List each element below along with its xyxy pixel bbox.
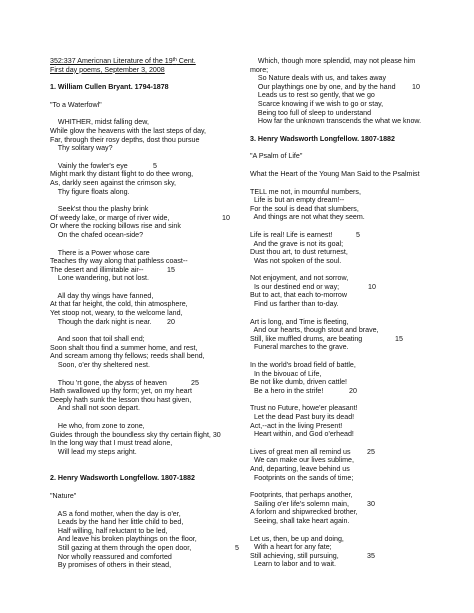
line-text: He who, from zone to zone,: [50, 422, 145, 430]
poem-line: [50, 544, 245, 553]
line-text: Still, like muffled drums, are beating: [250, 334, 363, 343]
line-text: Soon shalt thou find a summer home, and rest,: [50, 343, 198, 352]
poem-line: [250, 422, 435, 431]
line-text: Though the dark night is near.: [50, 317, 152, 326]
line-text: Footprints on the sands of time;: [250, 473, 354, 482]
line-text: Footprints, that perhaps another,: [250, 491, 353, 500]
poem-line: [50, 439, 245, 448]
poem-line: [250, 430, 435, 439]
line-text: Let us, then, be up and doing,: [250, 534, 344, 543]
line-text: Life is but an empty dream!--: [250, 196, 345, 205]
poem-line: [50, 136, 245, 145]
poem-line: [250, 248, 435, 257]
line-number: 25: [191, 378, 199, 387]
line-text: Is our destined end or way;: [250, 282, 340, 291]
line-text: And scream among thy fellows; reeds shall bend,: [50, 352, 205, 361]
poem-line: [250, 560, 435, 569]
line-text: Heart within, and God o'erhead!: [250, 430, 354, 439]
poem-line: [50, 101, 245, 110]
line-text: And the grave is not its goal;: [250, 239, 344, 248]
line-text: Find us farther than to-day.: [250, 300, 339, 309]
line-text: On the chafed ocean-side?: [50, 230, 144, 239]
poem-line: [50, 292, 245, 301]
poem-line: [50, 222, 245, 231]
stanza-gap: [250, 395, 435, 404]
line-text: Be not like dumb, driven cattle!: [250, 378, 347, 387]
line-number: 10: [368, 282, 376, 291]
line-text: Trust no Future, howe'er pleasant!: [250, 404, 358, 413]
line-text: And soon that toil shall end;: [50, 335, 145, 344]
poem-line: [250, 291, 435, 300]
poem-line: [250, 300, 435, 309]
line-text: Not enjoyment, and not sorrow,: [250, 274, 349, 283]
line-text: And our hearts, though stout and brave,: [250, 326, 379, 335]
line-text: "To a Waterfowl": [50, 100, 102, 109]
line-text: As, darkly seen against the crimson sky,: [50, 178, 177, 187]
stanza-gap: [50, 456, 245, 465]
poem-line: [250, 343, 435, 352]
poem-line: [50, 118, 245, 127]
section-heading: [250, 135, 435, 144]
poem-line: [50, 318, 245, 327]
stanza-gap: [250, 143, 435, 152]
poem-line: [250, 283, 435, 292]
poem-line: [50, 179, 245, 188]
course-header: [50, 57, 245, 66]
poem-line: [250, 170, 435, 179]
poem-line: [50, 379, 245, 388]
line-text: And shall not soon depart.: [50, 404, 140, 413]
line-text: 3. Henry Wadsworth Longfellow. 1807-1882: [250, 134, 395, 143]
course-header-text: 352:337 Americnan Literature of the 19: [50, 57, 173, 65]
line-text: A forlorn and shipwrecked brother,: [250, 508, 358, 517]
poem-line: [250, 326, 435, 335]
line-number: 5: [356, 230, 360, 239]
poem-line: [50, 361, 245, 370]
line-text: Seek'st thou the plashy brink: [50, 205, 149, 214]
line-text: In the world's broad field of battle,: [250, 361, 356, 370]
poem-line: [250, 491, 435, 500]
poem-line: [250, 205, 435, 214]
line-text: Still achieving, still pursuing,: [250, 551, 339, 560]
line-text: Thy solitary way?: [50, 144, 113, 153]
left-column-body: [50, 83, 245, 570]
line-text: Lone wandering, but not lost.: [50, 274, 149, 283]
line-text: Vainly the fowler's eye: [50, 161, 128, 170]
poem-line: [50, 205, 245, 214]
poem-line: [250, 508, 435, 517]
line-text: What the Heart of the Young Man Said to the Psalmist: [250, 169, 420, 178]
line-text: more;: [250, 65, 269, 74]
line-text: "A Psalm of Life": [250, 152, 303, 161]
line-text: Learn to labor and to wait.: [250, 560, 336, 569]
line-text: And things are not what they seem.: [250, 213, 365, 222]
poem-line: [50, 344, 245, 353]
line-number: 10: [222, 213, 230, 222]
poem-line: [250, 387, 435, 396]
stanza-gap: [50, 109, 245, 118]
poem-line: [50, 404, 245, 413]
poem-line: [250, 318, 435, 327]
poem-line: [50, 300, 245, 309]
poem-line: [250, 361, 435, 370]
poem-line: [250, 378, 435, 387]
stanza-gap: [50, 283, 245, 292]
poem-line: [250, 109, 435, 118]
poem-line: [50, 309, 245, 318]
line-text: There is a Power whose care: [50, 248, 150, 257]
poem-line: [250, 66, 435, 75]
poem-line: [250, 152, 435, 161]
poem-line: [50, 527, 245, 536]
poem-line: [250, 500, 435, 509]
line-text: Guides through the boundless sky thy certain flight, 30: [50, 430, 221, 439]
line-text: Life is real! Life is earnest!: [250, 230, 333, 239]
stanza-gap: [50, 501, 245, 510]
poem-line: [50, 127, 245, 136]
line-text: Teaches thy way along that pathless coast--: [50, 257, 188, 266]
section-heading: [50, 83, 245, 92]
poem-line: [250, 188, 435, 197]
stanza-gap: [250, 126, 435, 135]
poem-line: [50, 231, 245, 240]
line-text: Soon, o'er thy sheltered nest.: [50, 361, 150, 370]
line-text: Leads by the hand her little child to bed,: [50, 518, 184, 527]
poem-line: [250, 74, 435, 83]
stanza-gap: [50, 196, 245, 205]
poem-line: [50, 352, 245, 361]
poem-line: [250, 370, 435, 379]
line-text: Which, though more splendid, may not please him: [250, 57, 416, 65]
poem-line: [250, 83, 435, 92]
stanza-gap: [50, 483, 245, 492]
poem-line: [50, 266, 245, 275]
poem-line: [250, 535, 435, 544]
poem-line: [50, 396, 245, 405]
stanza-gap: [50, 326, 245, 335]
stanza-gap: [250, 222, 435, 231]
line-text: Dust thou art, to dust returnest,: [250, 248, 348, 257]
line-number: 10: [412, 82, 420, 91]
line-number: 20: [167, 317, 175, 326]
line-text: Being too full of sleep to understand: [250, 108, 372, 117]
stanza-gap: [250, 439, 435, 448]
line-number: 5: [235, 543, 239, 552]
poem-line: [250, 57, 435, 66]
poem-line: [50, 249, 245, 258]
line-text: But to act, that each to-morrow: [250, 291, 347, 300]
line-text: So Nature deals with us, and takes away: [250, 74, 387, 83]
poem-line: [250, 474, 435, 483]
right-column: [250, 57, 435, 569]
stanza-gap: [250, 161, 435, 170]
poem-line: [250, 517, 435, 526]
poem-line: [50, 561, 245, 570]
poem-line: [50, 510, 245, 519]
poem-line: [50, 492, 245, 501]
line-number: 35: [367, 551, 375, 560]
spacer: [50, 74, 245, 83]
stanza-gap: [50, 370, 245, 379]
course-header-tail: Cent.: [176, 57, 196, 65]
poem-line: [250, 91, 435, 100]
poem-line: [250, 413, 435, 422]
line-text: How far the unknown transcends the what we know.: [250, 117, 422, 126]
line-text: Of weedy lake, or marge of river wide,: [50, 213, 170, 222]
poem-line: [50, 162, 245, 171]
line-text: Our playthings one by one, and by the hand: [250, 82, 396, 91]
line-text: Let the dead Past bury its dead!: [250, 413, 355, 421]
poem-line: [50, 448, 245, 457]
line-text: Thy figure floats along.: [50, 187, 130, 196]
poem-line: [250, 240, 435, 249]
line-text: AS a fond mother, when the day is o'er,: [50, 509, 181, 518]
line-text: All day thy wings have fanned,: [50, 291, 154, 300]
line-text: Act,--act in the living Present!: [250, 421, 343, 430]
line-text: TELL me not, in mournful numbers,: [250, 187, 361, 196]
line-text: The desert and illimitable air--: [50, 265, 144, 274]
line-text: Might mark thy distant flight to do thee wrong,: [50, 170, 194, 179]
poem-line: [250, 117, 435, 126]
poem-line: [50, 422, 245, 431]
line-text: WHITHER, midst falling dew,: [50, 118, 149, 127]
poem-line: [50, 214, 245, 223]
line-text: Or where the rocking billows rise and sink: [50, 222, 181, 231]
line-text: Art is long, and Time is fleeting,: [250, 317, 349, 326]
line-text: Scarce knowing if we wish to go or stay,: [250, 99, 384, 108]
date-line: First day poems, September 3, 2008: [50, 65, 165, 74]
stanza-gap: [50, 153, 245, 162]
poem-line: [50, 188, 245, 197]
line-text: Far, through their rosy depths, dost thou pursue: [50, 135, 200, 144]
poem-line: [250, 335, 435, 344]
poem-line: [250, 552, 435, 561]
poem-line: [50, 431, 245, 440]
stanza-gap: [250, 179, 435, 188]
line-text: Nor wholly reassured and comforted: [50, 552, 172, 561]
right-column-body: [250, 57, 435, 569]
line-number: 5: [153, 161, 157, 170]
line-text: In the long way that I must tread alone,: [50, 439, 173, 448]
poem-line: [50, 335, 245, 344]
line-text: At that far height, the cold, thin atmosphere,: [50, 300, 188, 309]
line-text: 1. William Cullen Bryant. 1794-1878: [50, 83, 169, 92]
line-text: While glow the heavens with the last steps of day,: [50, 126, 207, 135]
line-text: Funeral marches to the grave.: [250, 343, 349, 352]
line-text: Sailing o'er life's solemn main,: [250, 499, 349, 508]
stanza-gap: [250, 482, 435, 491]
left-column: [50, 57, 245, 570]
poem-line: [250, 404, 435, 413]
stanza-gap: [250, 526, 435, 535]
line-text: Will lead my steps aright.: [50, 447, 137, 456]
line-text: Thou 'rt gone, the abyss of heaven: [50, 378, 167, 387]
poem-line: [250, 274, 435, 283]
line-text: For the soul is dead that slumbers,: [250, 204, 359, 213]
line-number: 25: [367, 447, 375, 456]
line-text: And leave his broken playthings on the floor,: [50, 535, 197, 544]
stanza-gap: [250, 352, 435, 361]
line-number: 15: [167, 265, 175, 274]
poem-line: [250, 196, 435, 205]
poem-line: [250, 257, 435, 266]
line-text: Still gazing at them through the open door,: [50, 543, 192, 552]
poem-line: [50, 274, 245, 283]
line-text: We can make our lives sublime,: [250, 456, 354, 465]
stanza-gap: [250, 265, 435, 274]
line-text: And, departing, leave behind us: [250, 464, 350, 473]
line-text: 2. Henry Wadsworth Longfellow. 1807-1882: [50, 474, 195, 483]
poem-line: [250, 543, 435, 552]
poem-line: [250, 456, 435, 465]
line-text: By promises of others in their stead,: [50, 561, 172, 570]
stanza-gap: [50, 465, 245, 474]
stanza-gap: [50, 240, 245, 249]
line-text: Hath swallowed up thy form; yet, on my heart: [50, 387, 192, 396]
line-text: Half willing, half reluctant to be led,: [50, 526, 168, 535]
line-text: Be a hero in the strife!: [250, 386, 324, 395]
poem-line: [250, 448, 435, 457]
poem-line: [50, 144, 245, 153]
poem-line: [50, 535, 245, 544]
poem-line: [250, 213, 435, 222]
section-heading: [50, 474, 245, 483]
line-text: Leads us to rest so gently, that we go: [250, 91, 375, 100]
line-text: Lives of great men all remind us: [250, 447, 351, 456]
line-number: 15: [395, 334, 403, 343]
stanza-gap: [250, 309, 435, 318]
line-text: Seeing, shall take heart again.: [250, 516, 350, 525]
line-number: 20: [349, 386, 357, 395]
line-text: Was not spoken of the soul.: [250, 256, 342, 265]
stanza-gap: [50, 413, 245, 422]
line-text: Deeply hath sunk the lesson thou hast given,: [50, 395, 192, 404]
poem-line: [50, 170, 245, 179]
line-text: In the bivouac of Life,: [250, 369, 322, 378]
poem-line: [250, 100, 435, 109]
course-header-sup: th: [172, 57, 177, 63]
poem-line: [250, 465, 435, 474]
poem-line: [250, 231, 435, 240]
line-number: 30: [367, 499, 375, 508]
line-text: "Nature": [50, 491, 77, 500]
poem-line: [50, 518, 245, 527]
poem-line: [50, 387, 245, 396]
poem-line: [50, 257, 245, 266]
poem-line: [50, 553, 245, 562]
line-text: Yet stoop not, weary, to the welcome land,: [50, 309, 183, 318]
stanza-gap: [50, 92, 245, 101]
line-text: With a heart for any fate;: [250, 543, 332, 552]
